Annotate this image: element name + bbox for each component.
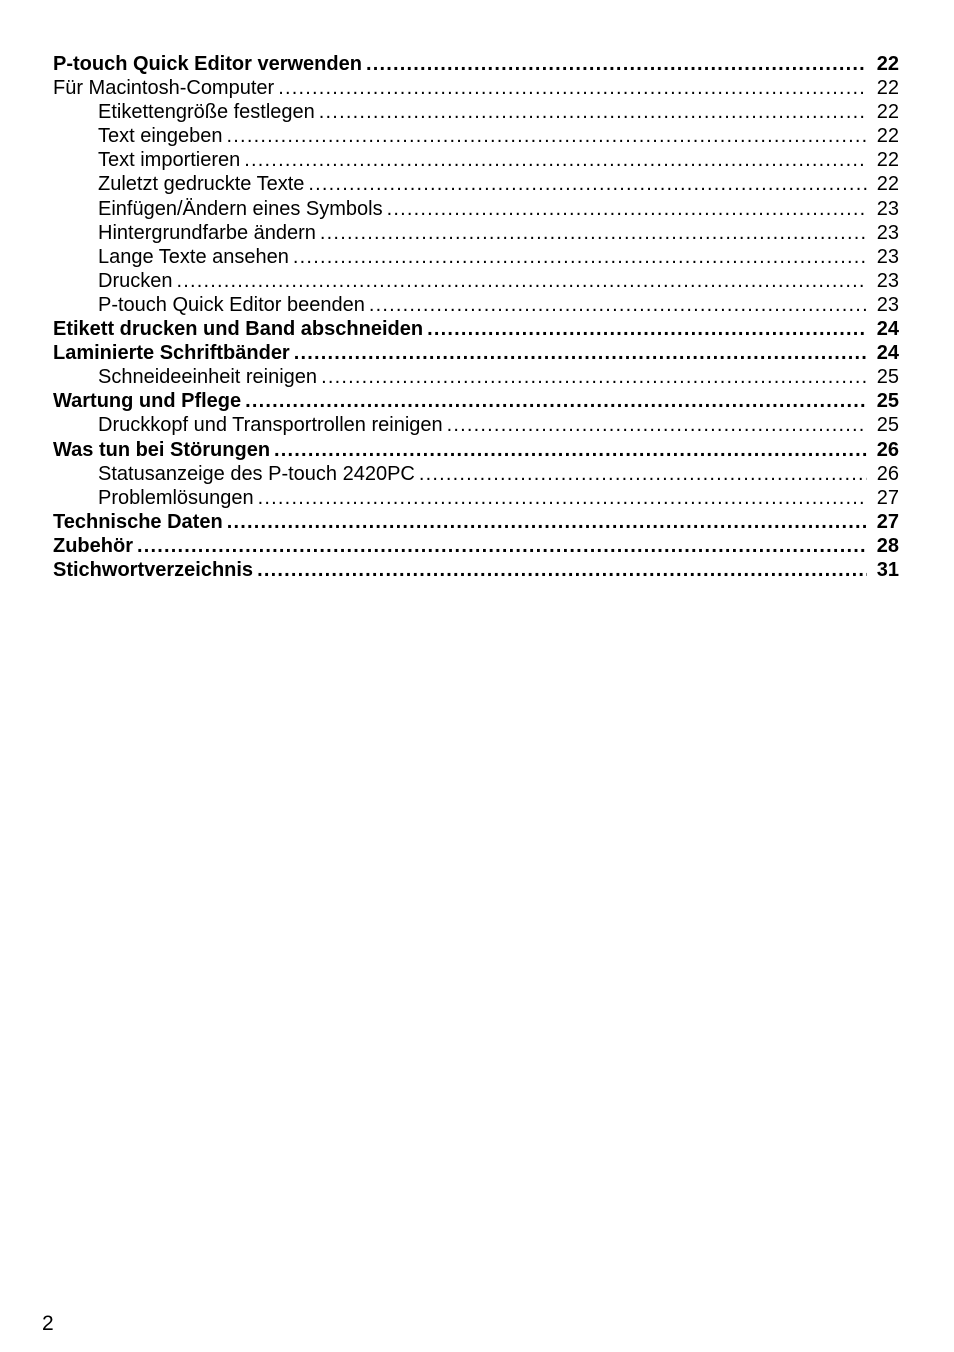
toc-entry-title: Was tun bei Störungen <box>53 438 271 461</box>
table-of-contents <box>53 52 899 582</box>
toc-entry-page: 23 <box>876 197 899 220</box>
toc-leader-dots <box>427 317 867 341</box>
toc-entry-page: 26 <box>876 462 899 485</box>
toc-entry-page: 24 <box>876 318 899 341</box>
toc-entry-page: 27 <box>876 510 899 533</box>
toc-entry-title: Für Macintosh-Computer <box>53 77 275 100</box>
toc-entry <box>53 221 899 245</box>
toc-entry-title: Drucken <box>98 269 173 292</box>
toc-leader-dots <box>366 52 867 76</box>
toc-entry-title: Text importieren <box>98 149 241 172</box>
toc-entry <box>53 558 899 582</box>
toc-entry-page: 22 <box>876 149 899 172</box>
toc-entry-title: Druckkopf und Transportrollen reinigen <box>98 414 443 437</box>
toc-entry-page: 22 <box>876 53 899 75</box>
toc-entry <box>53 76 899 100</box>
toc-entry <box>53 293 899 317</box>
toc-leader-dots <box>278 76 867 100</box>
toc-entry-title: Schneideeinheit reinigen <box>98 366 318 389</box>
toc-entry-title: Etikettengröße festlegen <box>98 101 315 124</box>
toc-leader-dots <box>369 293 867 317</box>
toc-leader-dots <box>293 245 867 269</box>
toc-entry-title: P-touch Quick Editor beenden <box>98 293 365 316</box>
toc-leader-dots <box>320 221 867 245</box>
toc-entry <box>53 245 899 269</box>
toc-entry-page: 22 <box>876 77 899 100</box>
toc-entry <box>53 486 899 510</box>
toc-entry-title: Einfügen/Ändern eines Symbols <box>98 197 383 220</box>
toc-entry-page: 25 <box>876 390 899 413</box>
toc-entry <box>53 341 899 365</box>
toc-entry-title: P-touch Quick Editor verwenden <box>53 53 362 75</box>
toc-leader-dots <box>419 462 867 486</box>
toc-leader-dots <box>319 100 867 124</box>
toc-entry-title: Wartung und Pflege <box>53 390 242 413</box>
toc-entry-page: 23 <box>876 293 899 316</box>
toc-entry-page: 31 <box>876 558 899 581</box>
toc-entry <box>53 365 899 389</box>
toc-leader-dots <box>227 510 867 534</box>
toc-entry <box>53 510 899 534</box>
toc-entry <box>53 172 899 196</box>
toc-leader-dots <box>258 486 867 510</box>
toc-leader-dots <box>294 341 867 365</box>
page-number: 2 <box>42 1312 54 1335</box>
toc-entry-title: Lange Texte ansehen <box>98 245 289 268</box>
toc-leader-dots <box>447 413 867 437</box>
toc-entry <box>53 389 899 413</box>
toc-leader-dots <box>274 438 867 462</box>
toc-entry <box>53 52 899 76</box>
toc-leader-dots <box>137 534 867 558</box>
toc-entry-page: 25 <box>876 414 899 437</box>
toc-entry-title: Stichwortverzeichnis <box>53 558 254 581</box>
toc-leader-dots <box>387 197 867 221</box>
toc-entry-title: Etikett drucken und Band abschneiden <box>53 318 424 341</box>
toc-entry-title: Technische Daten <box>53 510 223 533</box>
toc-entry <box>53 438 899 462</box>
toc-leader-dots <box>176 269 867 293</box>
toc-entry <box>53 148 899 172</box>
toc-entry-title: Laminierte Schriftbänder <box>53 342 290 365</box>
toc-entry-page: 23 <box>876 245 899 268</box>
toc-entry-page: 22 <box>876 101 899 124</box>
toc-entry-page: 22 <box>876 173 899 196</box>
toc-entry-title: Statusanzeige des P-touch 2420PC <box>98 462 415 485</box>
toc-entry-page: 25 <box>876 366 899 389</box>
toc-entry <box>53 462 899 486</box>
toc-entry-title: Problemlösungen <box>98 486 254 509</box>
toc-leader-dots <box>308 172 867 196</box>
toc-entry <box>53 100 899 124</box>
toc-entry <box>53 534 899 558</box>
toc-entry <box>53 317 899 341</box>
toc-leader-dots <box>245 389 867 413</box>
toc-entry-page: 26 <box>876 438 899 461</box>
toc-leader-dots <box>321 365 867 389</box>
toc-entry-title: Text eingeben <box>98 125 223 148</box>
toc-entry-title: Hintergrundfarbe ändern <box>98 221 316 244</box>
toc-entry <box>53 124 899 148</box>
toc-leader-dots <box>227 124 867 148</box>
toc-entry-page: 22 <box>876 125 899 148</box>
toc-entry-page: 24 <box>876 342 899 365</box>
toc-entry <box>53 413 899 437</box>
toc-entry-title: Zuletzt gedruckte Texte <box>98 173 305 196</box>
toc-entry-title: Zubehör <box>53 534 133 557</box>
toc-entry-page: 23 <box>876 221 899 244</box>
toc-leader-dots <box>257 558 867 582</box>
toc-entry-page: 23 <box>876 269 899 292</box>
toc-entry <box>53 197 899 221</box>
toc-entry-page: 28 <box>876 534 899 557</box>
toc-entry <box>53 269 899 293</box>
toc-leader-dots <box>244 148 867 172</box>
toc-entry-page: 27 <box>876 486 899 509</box>
